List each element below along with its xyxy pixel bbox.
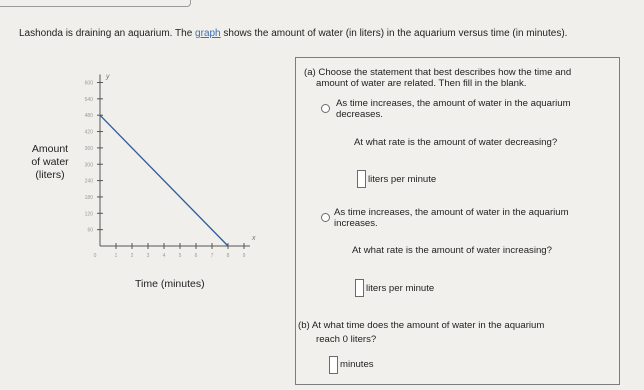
question-panel <box>295 57 620 385</box>
part-b-question-line2: reach 0 liters? <box>316 334 377 345</box>
x-tick-label: 7 <box>210 253 214 259</box>
y-tick-label: 120 <box>84 211 93 218</box>
y-axis-label-line: of water <box>31 156 69 168</box>
water-line <box>100 115 228 246</box>
zero-time-input[interactable] <box>329 356 338 374</box>
y-tick-label: 180 <box>84 194 93 201</box>
x-axis-letter: x <box>252 235 256 242</box>
y-tick-label: 600 <box>84 80 93 87</box>
x-tick-label: 6 <box>194 253 198 259</box>
y-tick-label: 240 <box>84 178 93 185</box>
option-decreases-radio[interactable] <box>321 104 330 113</box>
increasing-rate-input[interactable] <box>355 279 364 297</box>
y-axis-label-line: (liters) <box>35 169 65 181</box>
x-tick-label: 8 <box>226 253 230 259</box>
decreasing-rate-unit: liters per minute <box>368 174 437 185</box>
part-b-question-line1: (b) At what time does the amount of water in the aquarium <box>298 320 545 331</box>
y-axis-label-line: Amount <box>31 143 69 155</box>
y-tick-label: 360 <box>84 145 93 152</box>
option-decreases-line2: decreases. <box>336 109 383 120</box>
y-tick-label: 480 <box>84 113 93 120</box>
x-tick-label: 3 <box>146 253 150 259</box>
problem-prompt <box>19 28 567 39</box>
option-increases-line1: As time increases, the amount of water in the aquarium <box>334 207 569 218</box>
part-a-question-line2: amount of water are related. Then fill in the blank. <box>316 78 527 89</box>
y-tick-label: 420 <box>84 129 93 136</box>
decreasing-rate-input[interactable] <box>357 170 366 188</box>
y-tick-label: 540 <box>84 96 93 103</box>
zero-time-unit: minutes <box>340 359 374 370</box>
y-axis-label <box>26 143 74 182</box>
x-tick-label: 5 <box>178 253 182 259</box>
increasing-rate-unit: liters per minute <box>366 283 435 294</box>
increasing-rate-prompt: At what rate is the amount of water increasing? <box>352 245 552 256</box>
option-decreases-line1: As time increases, the amount of water in the aquarium <box>336 98 571 109</box>
x-tick-label: 4 <box>162 253 166 259</box>
y-tick-label: 60 <box>87 227 93 234</box>
option-increases-line2: increases. <box>334 218 378 229</box>
decreasing-rate-prompt: At what rate is the amount of water decreasing? <box>354 137 558 148</box>
x-tick-label: 9 <box>242 253 246 259</box>
graph-link[interactable]: graph <box>195 28 221 39</box>
y-axis-letter: y <box>106 73 110 81</box>
prompt-text-before: Lashonda is draining an aquarium. The <box>19 28 196 39</box>
option-increases-radio[interactable] <box>321 213 330 222</box>
x-tick-label: 2 <box>130 253 134 259</box>
x-tick-label: 1 <box>114 253 118 259</box>
top-tab-edge <box>0 0 191 7</box>
y-tick-label: 300 <box>84 162 93 169</box>
part-a-question-line1: (a) Choose the statement that best describes how the time and <box>304 67 572 78</box>
prompt-text-after: shows the amount of water (in liters) in the aquarium versus time (in minutes). <box>220 28 568 39</box>
x-axis-label: Time (minutes) <box>135 278 205 290</box>
origin-label: 0 <box>93 253 97 259</box>
